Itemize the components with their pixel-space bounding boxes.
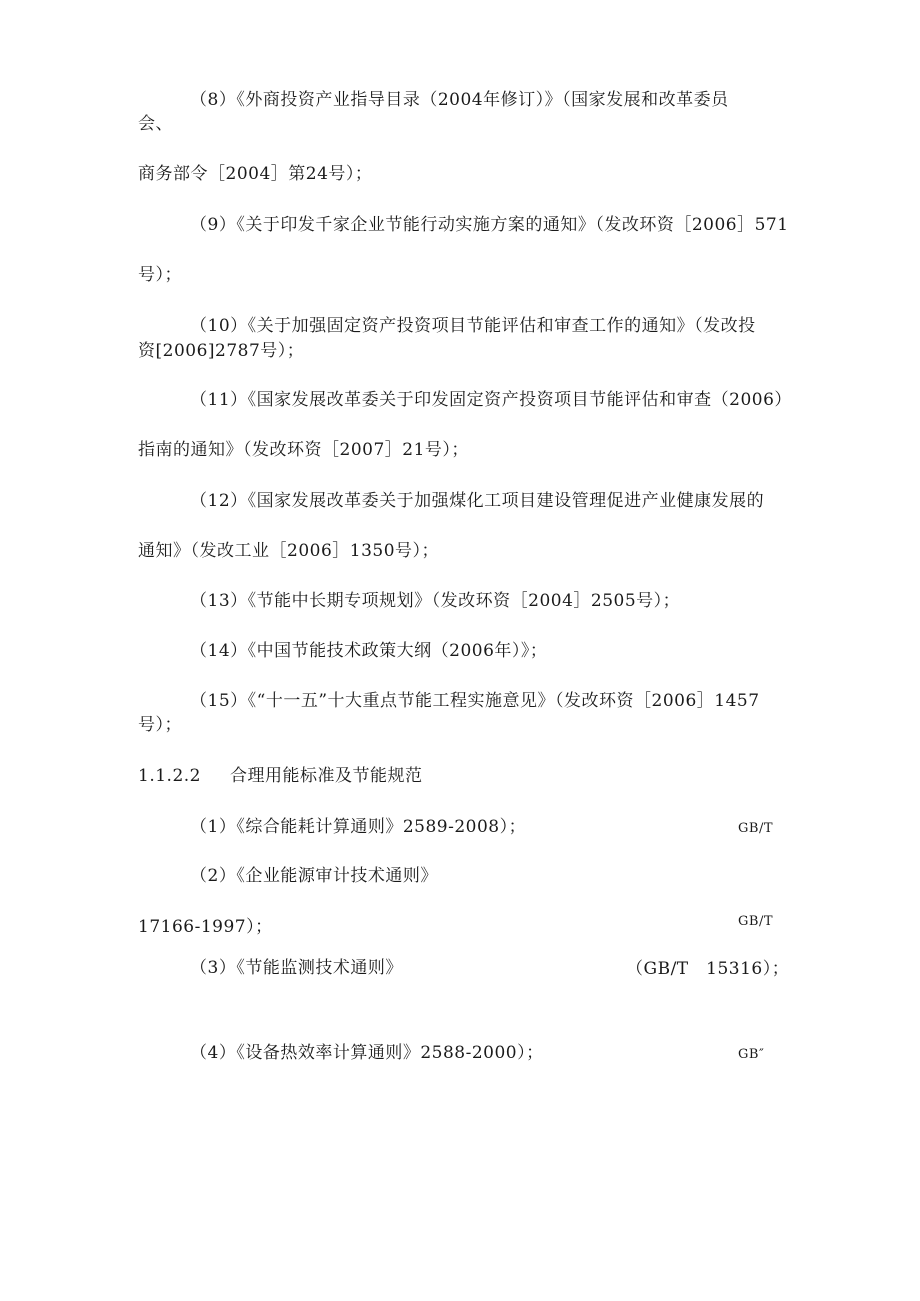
reference-item-13: （13）《节能中长期专项规划》（发改环资［2004］2505号）； <box>190 591 681 611</box>
standard-item-4-prefix: GB″ <box>738 1047 765 1062</box>
standard-item-2: （2）《企业能源审计技术通则》 <box>190 866 438 886</box>
standard-item-2-prefix: GB/T <box>738 914 773 929</box>
standard-item-2-continued: 17166-1997）； <box>138 917 273 937</box>
standard-item-4: （4）《设备热效率计算通则》2588-2000）； <box>190 1043 544 1063</box>
standard-item-1: （1）《综合能耗计算通则》2589-2008）； <box>190 817 527 837</box>
reference-item-10: （10）《关于加强固定资产投资项目节能评估和审查工作的通知》（发改投 <box>190 316 756 336</box>
standard-item-3-code: （GB/T 15316）； <box>626 959 790 979</box>
reference-item-12-continued: 通知》（发改工业［2006］1350号）； <box>138 541 440 561</box>
standard-item-1-prefix: GB/T <box>738 821 773 836</box>
section-number: 1.1.2.2 <box>138 766 201 786</box>
reference-item-15-continued: 号）； <box>138 715 182 735</box>
reference-item-14: （14）《中国节能技术政策大纲（2006年）》； <box>190 641 548 661</box>
reference-item-8-continued-2: 商务部令［2004］第24号）； <box>138 164 373 184</box>
reference-item-10-continued: 资[2006]2787号）； <box>138 341 305 361</box>
standard-item-3: （3）《节能监测技术通则》 <box>190 958 403 978</box>
section-title: 合理用能标准及节能规范 <box>230 766 423 786</box>
reference-item-8: （8）《外商投资产业指导目录（2004年修订）》（国家发展和改革委员 <box>190 90 729 110</box>
reference-item-9-continued: 号）； <box>138 265 182 285</box>
reference-item-9: （9）《关于印发千家企业节能行动实施方案的通知》（发改环资［2006］571 <box>190 215 789 235</box>
reference-item-11: （11）《国家发展改革委关于印发固定资产投资项目节能评估和审查（2006） <box>190 390 792 410</box>
reference-item-15: （15）《“十一五”十大重点节能工程实施意见》（发改环资［2006］1457 <box>190 691 760 711</box>
reference-item-12: （12）《国家发展改革委关于加强煤化工项目建设管理促进产业健康发展的 <box>190 491 765 511</box>
reference-item-8-continued: 会、 <box>138 114 173 134</box>
reference-item-11-continued: 指南的通知》（发改环资［2007］21号）； <box>138 440 469 460</box>
